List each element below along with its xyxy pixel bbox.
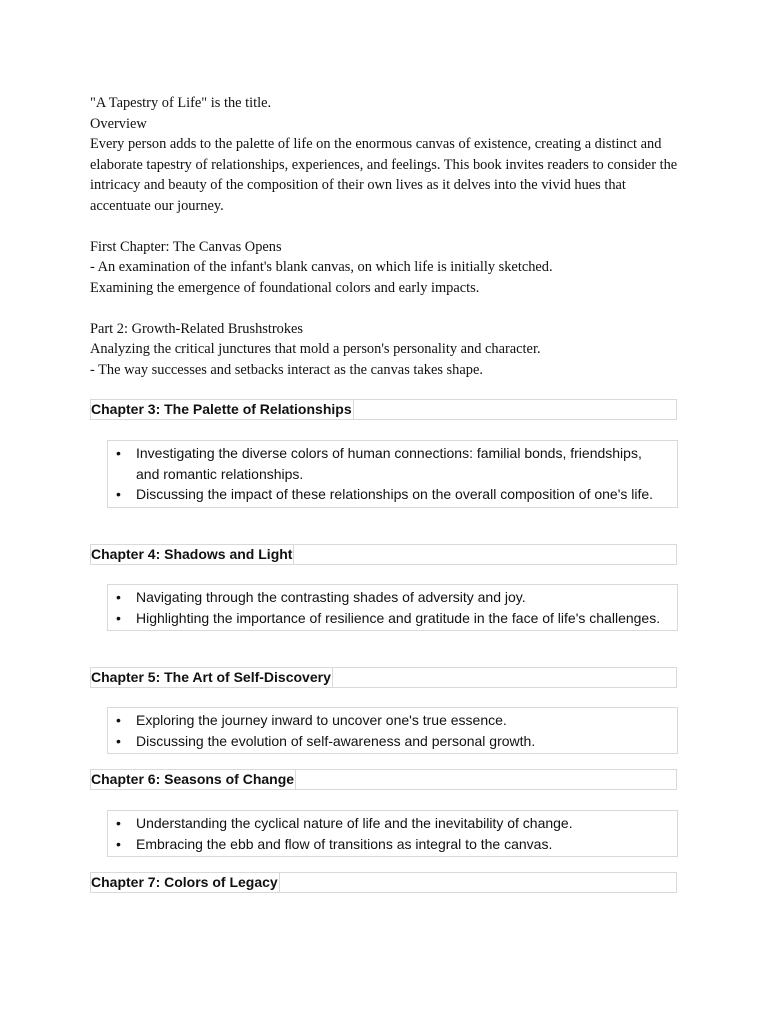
chapter-5-heading: Chapter 5: The Art of Self-Discovery [91,669,331,685]
part-2-heading: Part 2: Growth-Related Brushstrokes [90,320,304,337]
chapter-3-heading-box [90,399,677,420]
intro-section [90,93,690,380]
list-item: • Navigating through the contrasting shades of adversity and joy. [108,587,677,608]
chapter-4-heading: Chapter 4: Shadows and Light [91,546,293,562]
chapter-6-heading-box [90,769,677,790]
chapter-7-heading: Chapter 7: Colors of Legacy [91,874,278,890]
part-2-line: - The way successes and setbacks interact as the canvas takes shape. [90,361,483,378]
list-item: • Understanding the cyclical nature of life and the inevitability of change. [108,813,677,834]
overview-text: Every person adds to the palette of life on the enormous canvas of existence, creating a distinct and elaborate tapestry of relationships, experiences, and feelings. This book invites readers to consider the intricacy and beauty of the composition of their own lives as it delves into the vivid hues that accentuate our journey. [90,136,678,214]
overview-label: Overview [90,115,147,132]
list-item: • Investigating the diverse colors of human connections: familial bonds, friendships, and romantic relationships. [108,443,677,484]
chapter-5-list [107,707,678,754]
part-2-line: Analyzing the critical junctures that mold a person's personality and character. [90,341,541,357]
list-item: • Discussing the evolution of self-awareness and personal growth. [108,731,677,752]
list-item: • Exploring the journey inward to uncover one's true essence. [108,710,677,731]
chapter-7-heading-box [90,872,677,893]
chapter-1-line: Examining the emergence of foundational colors and early impacts. [90,279,480,296]
chapter-6-list [107,810,678,857]
chapter-1-heading: First Chapter: The Canvas Opens [90,238,282,255]
list-item: • Discussing the impact of these relationships on the overall composition of one's life. [108,484,677,505]
chapter-6-heading: Chapter 6: Seasons of Change [91,771,295,787]
chapter-4-list [107,584,678,631]
list-item: • Highlighting the importance of resilience and gratitude in the face of life's challenges. [108,608,677,629]
chapter-1-line: - An examination of the infant's blank canvas, on which life is initially sketched. [90,259,553,275]
chapter-4-heading-box [90,544,677,565]
title-line: "A Tapestry of Life" is the title. [90,95,272,111]
chapter-3-list [107,440,678,508]
chapter-5-heading-box [90,667,677,688]
list-item: • Embracing the ebb and flow of transitions as integral to the canvas. [108,834,677,855]
chapter-3-heading: Chapter 3: The Palette of Relationships [91,401,352,417]
